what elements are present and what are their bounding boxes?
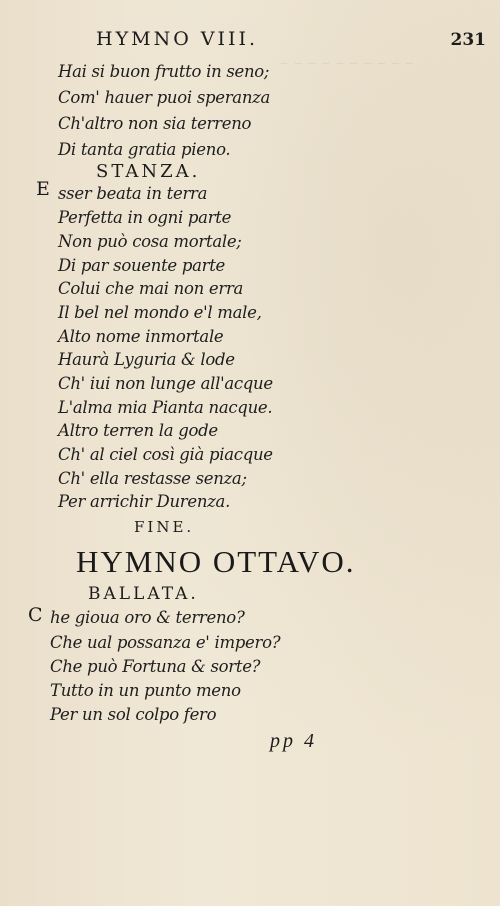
verse-line: Colui che mai non erra [58, 279, 244, 298]
verse-line: sser beata in terra [58, 184, 208, 203]
show-through-texture: – – – – – – – – – – [280, 53, 414, 73]
drop-cap-c: C [28, 604, 43, 626]
verse-line: Che ual possanza e' impero? [50, 633, 281, 652]
verse-line: Alto nome inmortale [58, 327, 224, 346]
verse-line: Di tanta gratia pieno. [58, 140, 231, 159]
verse-line: Haurà Lyguria & lode [58, 350, 235, 369]
verse-line: Non può cosa mortale; [58, 232, 242, 251]
page-number: 231 [450, 30, 486, 50]
ballata-label: BALLATA. [88, 584, 199, 604]
verse-line: Ch' ella restasse senza; [58, 469, 247, 488]
running-head: HYMNO VIII. [96, 28, 259, 50]
verse-line: Altro terren la gode [58, 421, 218, 440]
page-header [96, 28, 486, 54]
verse-line: he gioua oro & terreno? [50, 608, 245, 627]
verse-line: Per arrichir Durenza. [58, 492, 231, 511]
verse-line: Ch' iui non lunge all'acque [58, 374, 273, 393]
verse-line: Il bel nel mondo e'l male, [58, 303, 262, 322]
drop-cap-e: E [36, 178, 50, 200]
section-title: HYMNO OTTAVO. [76, 544, 356, 579]
verse-line: Tutto in un punto meno [50, 681, 241, 700]
verse-line: Perfetta in ogni parte [58, 208, 232, 227]
verse-line: Com' hauer puoi speranza [58, 88, 271, 107]
verse-line: Hai si buon frutto in seno; [58, 62, 270, 81]
verse-line: Ch'altro non sia terreno [58, 114, 252, 133]
verse-line: Che può Fortuna & sorte? [50, 657, 261, 676]
verse-line: L'alma mia Pianta nacque. [58, 398, 273, 417]
fine-label: FINE. [134, 518, 195, 536]
signature-mark: pp 4 [270, 730, 317, 752]
verse-line: Di par souente parte [58, 256, 226, 275]
stanza-label: STANZA. [96, 161, 201, 182]
verse-line: Per un sol colpo fero [50, 705, 217, 724]
verse-line: Ch' al ciel così già piacque [58, 445, 273, 464]
